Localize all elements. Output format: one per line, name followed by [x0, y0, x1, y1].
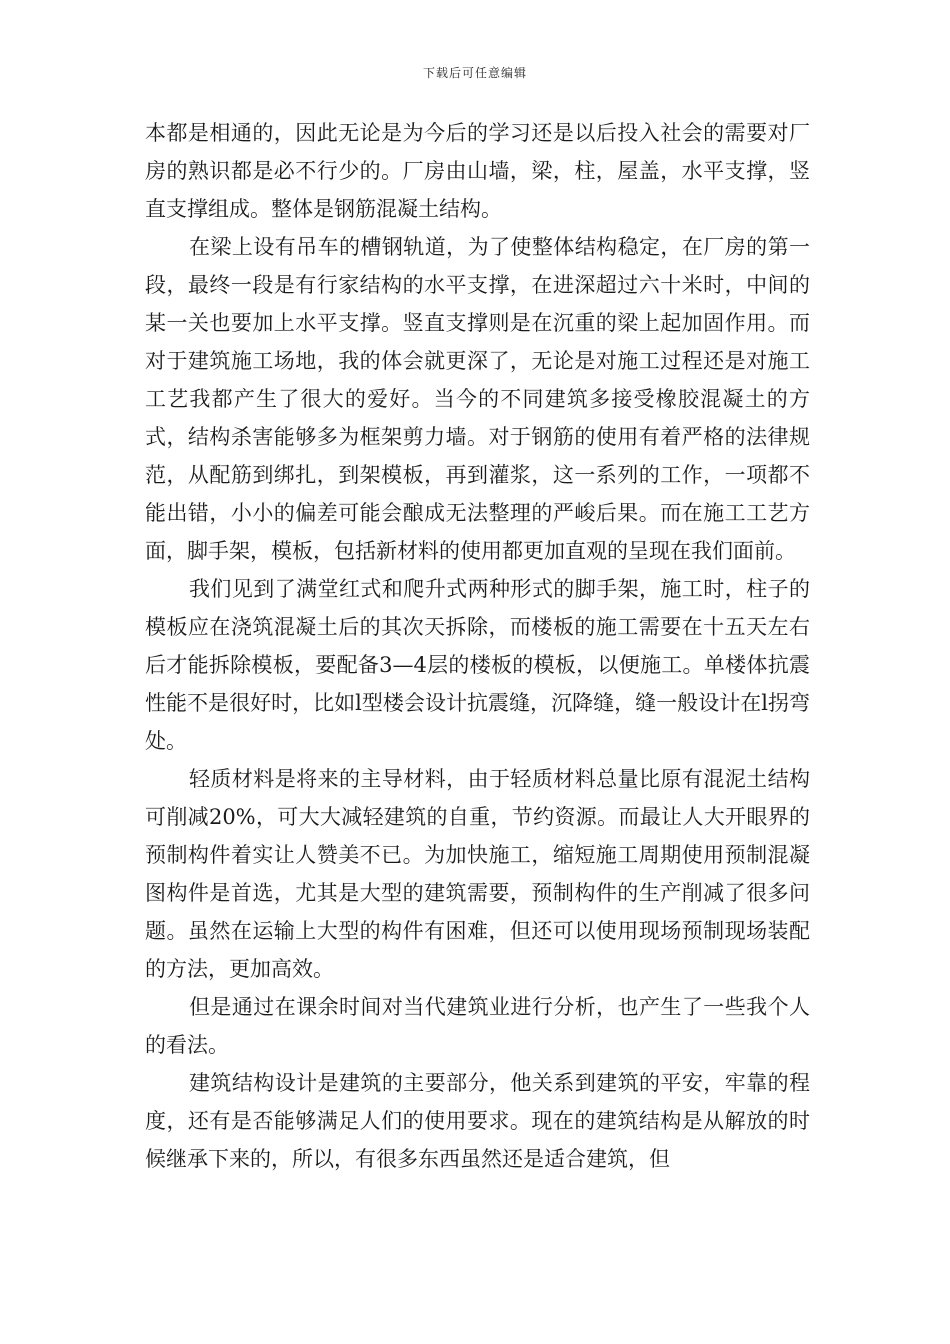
paragraph-2: 在梁上设有吊车的槽钢轨道，为了使整体结构稳定，在厂房的第一段，最终一段是有行家结构的水平支撑，在进深超过六十米时，中间的某一关也要加上水平支撑。竖直支撑则是在沉重的梁上起加固作用。而对于建筑施工场地，我的体会就更深了，无论是对施工过程还是对施工工艺我都产生了很大的爱好。当今的不同建筑多接受橡胶混凝土的方式，结构杀害能够多为框架剪力墙。对于钢筋的使用有着严格的法律规范，从配筋到绑扎，到架模板，再到灌浆，这一系列的工作，一项都不能出错，小小的偏差可能会酿成无法整理的严峻后果。而在施工工艺方面，脚手架，模板，包括新材料的使用都更加直观的呈现在我们面前。: [145, 235, 810, 563]
paragraph-3: 我们见到了满堂红式和爬升式两种形式的脚手架，施工时，柱子的模板应在浇筑混凝土后的其次天拆除，而楼板的施工需要在十五天左右后才能拆除模板，要配备3—4层的楼板的模板，以便施工。单楼体抗震性能不是很好时，比如l型楼会设计抗震缝，沉降缝，缝一般设计在l拐弯处。: [145, 577, 810, 753]
paragraph-4: 轻质材料是将来的主导材料，由于轻质材料总量比原有混泥土结构可削减20%，可大大减轻建筑的自重，节约资源。而最让人大开眼界的预制构件着实让人赞美不已。为加快施工，缩短施工周期使用预制混凝图构件是首选，尤其是大型的建筑需要，预制构件的生产削减了很多问题。虽然在运输上大型的构件有困难，但还可以使用现场预制现场装配的方法，更加高效。: [145, 767, 810, 981]
paragraph-1: 本都是相通的，因此无论是为今后的学习还是以后投入社会的需要对厂房的熟识都是必不行少的。厂房由山墙，梁，柱，屋盖，水平支撑，竖直支撑组成。整体是钢筋混凝土结构。: [145, 121, 810, 221]
page-header-note: 下载后可任意编辑: [422, 66, 527, 80]
paragraph-6: 建筑结构设计是建筑的主要部分，他关系到建筑的平安，牢靠的程度，还有是否能够满足人们的使用要求。现在的建筑结构是从解放的时候继承下来的，所以，有很多东西虽然还是适合建筑，但: [145, 1071, 810, 1171]
paragraph-5: 但是通过在课余时间对当代建筑业进行分析，也产生了一些我个人的看法。: [145, 995, 810, 1057]
document-body: [145, 114, 810, 1178]
